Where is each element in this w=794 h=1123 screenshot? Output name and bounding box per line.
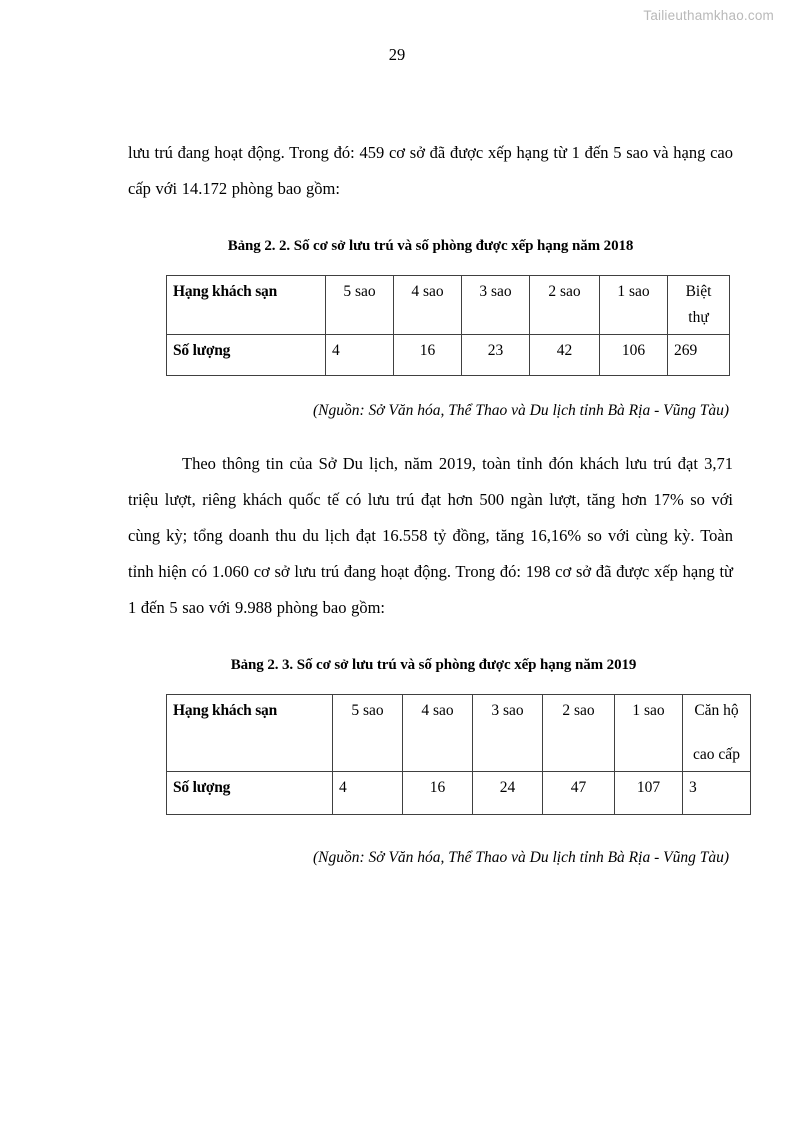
paragraph-1: lưu trú đang hoạt động. Trong đó: 459 cơ sở đã được xếp hạng từ 1 đến 5 sao và hạng cao cấp với 14.172 phòng bao gồm: bbox=[128, 143, 733, 198]
table-1-caption: Bảng 2. 2. Số cơ sở lưu trú và số phòng được xếp hạng năm 2018 bbox=[227, 238, 634, 254]
paragraph-2: Theo thông tin của Sở Du lịch, năm 2019, toàn tỉnh đón khách lưu trú đạt 3,71 triệu lượt, riêng khách quốc tế có lưu trú đạt hơn 500 ngàn lượt, tăng hơn 17% so với cùng kỳ; tổng doanh thu du lịch đạt 16.558 tỷ đồng, tăng 16,16% so với cùng kỳ. Toàn tỉnh hiện có 1.060 cơ sở lưu trú đang hoạt động. Trong đó: 198 cơ sở đã được xếp hạng từ 1 đến 5 sao với 9.988 phòng bao gồm: bbox=[128, 454, 733, 617]
table-2-caption: Bảng 2. 3. Số cơ sở lưu trú và số phòng được xếp hạng năm 2019 bbox=[230, 657, 637, 673]
table-2-header-col-3: 3 sao bbox=[473, 695, 543, 772]
table-1-row-label: Số lượng bbox=[167, 335, 326, 376]
table-2-wrapper bbox=[166, 694, 740, 815]
table-2-value-5: 107 bbox=[615, 772, 683, 815]
table-1-value-6: 269 bbox=[668, 335, 730, 376]
table-2-header-col-4: 2 sao bbox=[543, 695, 615, 772]
table-2-value-3: 24 bbox=[473, 772, 543, 815]
spacer bbox=[128, 678, 733, 694]
watermark-text: Tailieuthamkhao.com bbox=[643, 8, 774, 23]
table-2-header-col-2: 4 sao bbox=[403, 695, 473, 772]
spacer bbox=[689, 724, 744, 742]
table-2-value-1: 4 bbox=[333, 772, 403, 815]
table-row bbox=[167, 772, 751, 815]
table-1-header-col-3: 3 sao bbox=[462, 276, 530, 335]
table-1-header-col-2: 4 sao bbox=[394, 276, 462, 335]
table-1-value-4: 42 bbox=[530, 335, 600, 376]
table-row bbox=[167, 335, 730, 376]
table-row bbox=[167, 695, 751, 772]
table-1-value-1: 4 bbox=[326, 335, 394, 376]
table-row bbox=[167, 276, 730, 335]
table-1-header-col-6 bbox=[668, 276, 730, 335]
table-2-header-label: Hạng khách sạn bbox=[167, 695, 333, 772]
table-1-value-2: 16 bbox=[394, 335, 462, 376]
spacer bbox=[128, 815, 733, 845]
table-1-header-col-1: 5 sao bbox=[326, 276, 394, 335]
table-2-header-col-6 bbox=[683, 695, 751, 772]
table-1-value-5: 106 bbox=[600, 335, 668, 376]
spacer bbox=[128, 207, 733, 233]
table-1-header-col-6-line2: thự bbox=[688, 309, 709, 326]
table-2-value-6: 3 bbox=[683, 772, 751, 815]
page-number: 29 bbox=[388, 45, 406, 64]
table-1-header-col-6-line1: Biệt bbox=[685, 283, 712, 300]
table-1-source: (Nguồn: Sở Văn hóa, Thể Thao và Du lịch tỉnh Bà Rịa - Vũng Tàu) bbox=[313, 402, 729, 419]
table-2-header-col-5: 1 sao bbox=[615, 695, 683, 772]
table-2-header-col-6-line1: Căn hộ bbox=[694, 702, 739, 719]
table-2-header-col-6-line2: cao cấp bbox=[693, 746, 740, 763]
table-2-header-col-1: 5 sao bbox=[333, 695, 403, 772]
table-1-value-3: 23 bbox=[462, 335, 530, 376]
spacer bbox=[128, 626, 733, 652]
table-2-row-label: Số lượng bbox=[167, 772, 333, 815]
table-1 bbox=[166, 275, 730, 376]
spacer bbox=[128, 376, 733, 398]
table-1-header-label: Hạng khách sạn bbox=[167, 276, 326, 335]
spacer bbox=[128, 424, 733, 446]
table-2-source: (Nguồn: Sở Văn hóa, Thể Thao và Du lịch tỉnh Bà Rịa - Vũng Tàu) bbox=[313, 849, 729, 866]
page-content bbox=[128, 135, 740, 871]
spacer bbox=[128, 259, 733, 275]
table-2-value-2: 16 bbox=[403, 772, 473, 815]
table-1-wrapper bbox=[166, 275, 733, 376]
table-1-header-col-4: 2 sao bbox=[530, 276, 600, 335]
table-1-header-col-5: 1 sao bbox=[600, 276, 668, 335]
table-2-value-4: 47 bbox=[543, 772, 615, 815]
table-2 bbox=[166, 694, 751, 815]
